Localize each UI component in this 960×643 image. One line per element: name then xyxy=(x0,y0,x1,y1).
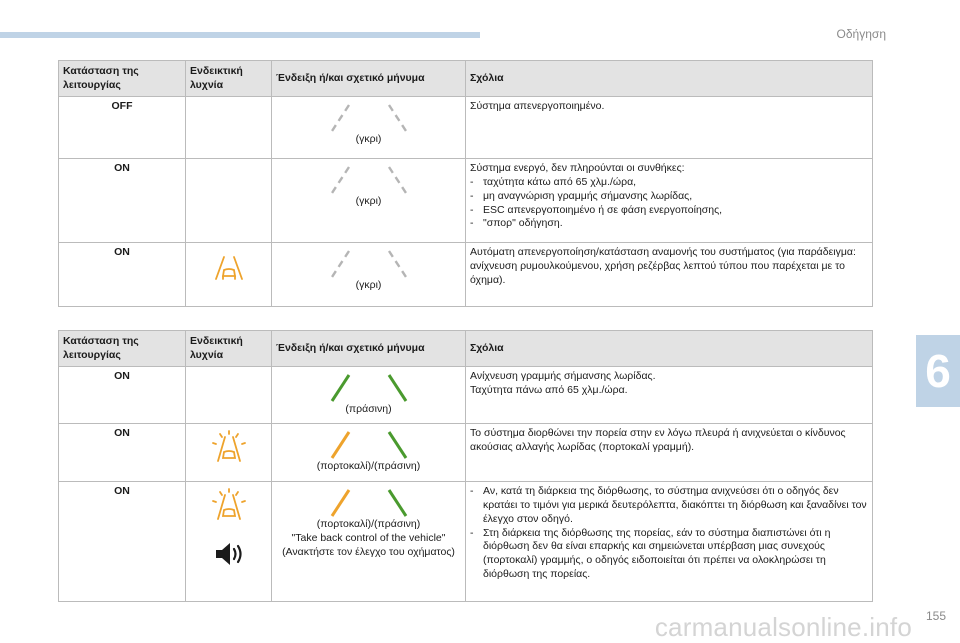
display-color-label: (γκρι) xyxy=(355,279,382,291)
watermark: carmanualsonline.info xyxy=(654,612,912,642)
table-row xyxy=(59,367,873,424)
comment-list xyxy=(470,485,868,582)
comment-cell: Αυτόματη απενεργοποίηση/κατάσταση αναμονής του συστήματος (για παράδειγμα: ανίχνευση ρυμουλκούμενου, χρήση ρεζέρβας λεπτού τύπου που παρέχεται με το όχημα). xyxy=(466,243,873,307)
display-cell xyxy=(272,159,466,243)
list-item: - ESC απενεργοποιημένο ή σε φάση ενεργοποίησης, xyxy=(470,204,868,218)
lamp-cell xyxy=(186,424,272,482)
header-display: Ένδειξη ή/και σχετικό μήνυμα xyxy=(272,61,466,97)
table-row xyxy=(59,97,873,159)
header-lamp: Ενδεικτική λυχνία xyxy=(186,331,272,367)
status-cell: ON xyxy=(59,424,186,482)
display-message: "Take back control of the vehicle" xyxy=(291,531,446,544)
comment-text: Ταχύτητα πάνω από 65 χλμ./ώρα. xyxy=(470,383,628,396)
table-row xyxy=(59,243,873,307)
display-color-label: (γκρι) xyxy=(355,195,382,207)
lane-departure-orange-icon xyxy=(210,487,248,525)
status-cell: ON xyxy=(59,367,186,424)
table-row xyxy=(59,424,873,482)
display-cell xyxy=(272,424,466,482)
display-color-label: (πράσινη) xyxy=(345,403,392,415)
lane-lines-grey-icon xyxy=(321,165,417,195)
header-status: Κατάσταση της λειτουργίας xyxy=(59,61,186,97)
status-table-1 xyxy=(58,60,873,307)
list-item: - Αν, κατά τη διάρκεια της διόρθωσης, το σύστημα ανιχνεύσει ότι ο οδηγός δεν κρατάει το τιμόνι για μερικά δευτερόλεπτα, διακόπτει τη διόρθωση και ξαναδίνει τον έλεγχο στον οδηγό. xyxy=(470,485,868,527)
list-item: - μη αναγνώριση γραμμής σήμανσης λωρίδας, xyxy=(470,190,868,204)
table-header-row xyxy=(59,61,873,97)
display-color-label: (γκρι) xyxy=(355,133,382,145)
comment-cell: Το σύστημα διορθώνει την πορεία στην εν λόγω πλευρά ή ανιχνεύεται ο κίνδυνος ακούσιας αλλαγής λωρίδας (πορτοκαλί γραμμή). xyxy=(466,424,873,482)
header-comments: Σχόλια xyxy=(466,61,873,97)
speaker-sound-icon xyxy=(212,539,246,569)
header-status: Κατάσταση της λειτουργίας xyxy=(59,331,186,367)
lane-lines-grey-icon xyxy=(321,249,417,279)
display-cell xyxy=(272,243,466,307)
status-cell: ON xyxy=(59,482,186,602)
table-row xyxy=(59,482,873,602)
header-lamp: Ενδεικτική λυχνία xyxy=(186,61,272,97)
display-message-translation: (Ανακτήστε τον έλεγχο του οχήματος) xyxy=(282,545,455,558)
header-comments: Σχόλια xyxy=(466,331,873,367)
status-cell: ON xyxy=(59,159,186,243)
lane-assist-orange-warning-icon xyxy=(212,254,246,282)
display-color-label: (πορτοκαλί)/(πράσινη) xyxy=(316,518,421,530)
lamp-cell xyxy=(186,367,272,424)
display-cell xyxy=(272,482,466,602)
header-bar xyxy=(0,32,480,38)
display-cell xyxy=(272,97,466,159)
page-number: 155 xyxy=(925,609,946,623)
lamp-cell xyxy=(186,97,272,159)
status-table-2 xyxy=(58,330,873,602)
comment-cell xyxy=(466,159,873,243)
table-header-row xyxy=(59,331,873,367)
lane-departure-orange-icon xyxy=(210,429,248,467)
lane-lines-green-icon xyxy=(321,373,417,403)
lamp-cell xyxy=(186,482,272,602)
lamp-cell xyxy=(186,159,272,243)
chapter-number: 6 xyxy=(925,345,951,397)
comment-text: Σύστημα ενεργό, δεν πληρούνται οι συνθήκες: xyxy=(470,162,685,174)
table-row xyxy=(59,159,873,243)
lamp-cell xyxy=(186,243,272,307)
lane-lines-orange-green-icon xyxy=(321,430,417,460)
list-item: - "σπορ" οδήγηση. xyxy=(470,217,868,231)
lane-lines-grey-icon xyxy=(321,103,417,133)
status-cell: ON xyxy=(59,243,186,307)
comment-text: Ανίχνευση γραμμής σήμανσης λωρίδας. xyxy=(470,370,656,382)
condition-list xyxy=(470,176,868,231)
comment-cell xyxy=(466,482,873,602)
comment-cell: Σύστημα απενεργοποιημένο. xyxy=(466,97,873,159)
section-title: Οδήγηση xyxy=(836,27,886,41)
status-cell: OFF xyxy=(59,97,186,159)
lane-lines-orange-green-icon xyxy=(321,488,417,518)
list-item: - ταχύτητα κάτω από 65 χλμ./ώρα, xyxy=(470,176,868,190)
list-item: - Στη διάρκεια της διόρθωσης της πορείας, εάν το σύστημα διαπιστώνει ότι η διόρθωση δεν θα είναι επαρκής και σημειώνεται υπέρβαση μιας συνεχούς (πορτοκαλί) γραμμής, ο οδηγός ειδοποιείται ότι πρέπει να ολοκληρώσει τη διόρθωση της πορείας. xyxy=(470,527,868,582)
display-color-label: (πορτοκαλί)/(πράσινη) xyxy=(316,460,421,472)
display-cell xyxy=(272,367,466,424)
header-display: Ένδειξη ή/και σχετικό μήνυμα xyxy=(272,331,466,367)
comment-cell xyxy=(466,367,873,424)
chapter-tab xyxy=(916,335,960,407)
